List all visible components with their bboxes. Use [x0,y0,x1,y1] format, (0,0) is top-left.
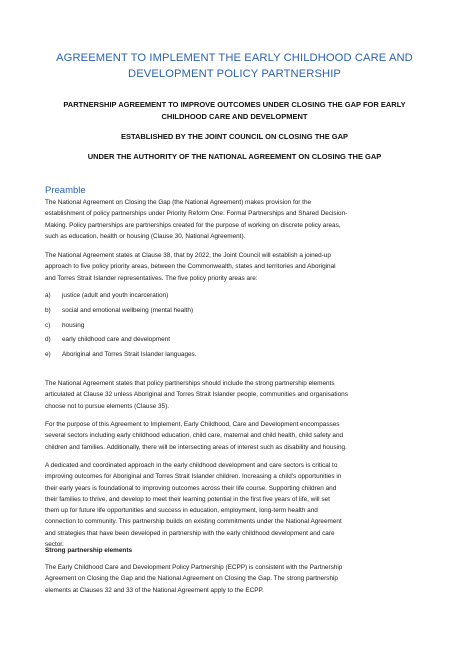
list-marker: c) [45,322,51,329]
list-text: early childhood care and development [62,336,171,343]
list-text: Aboriginal and Torres Strait Islander languages. [62,351,197,358]
text-line: establishment of policy partnerships under Priority Reform One: Formal Partnerships and Shared Decision- [45,210,348,218]
text-line: Making. Policy partnerships are partnerships created for the purpose of working on discrete policy areas, [45,221,341,229]
title-line: DEVELOPMENT POLICY PARTNERSHIP [128,68,341,80]
title-line: AGREEMENT TO IMPLEMENT THE EARLY CHILDHOOD CARE AND [56,52,413,64]
text-line: elements at Clauses 32 and 33 of the National Agreement apply to the ECPP. [45,586,264,594]
paragraph-3 [45,378,430,412]
subtitle-line: CHILDHOOD CARE AND DEVELOPMENT [161,111,308,121]
text-line: their families to thrive, and develop to meet their learning potential in the first five years of life, will set [45,495,330,503]
text-line: children and families. Additionally, there will be intersecting areas of interest such as disability and housing. [45,443,347,451]
text-line: The Early Childhood Care and Development Policy Partnership (ECPP) is consistent with the Partnership [45,564,343,571]
paragraph-4 [45,419,430,453]
text-line: and strategies that have been developed in partnership with the early childhood development and care [45,529,335,537]
text-line: A dedicated and coordinated approach in the early childhood development and care sectors is critical to [45,462,338,469]
paragraph-2 [45,250,430,284]
text-line: improving outcomes for Aboriginal and Torres Strait Islander children. Increasing a child's opportunities in [45,473,342,481]
paragraph-6 [45,562,430,596]
list-marker: e) [45,351,51,358]
list-marker: d) [45,336,51,343]
subtitle-line: UNDER THE AUTHORITY OF THE NATIONAL AGREEMENT ON CLOSING THE GAP [87,152,382,161]
subtitle-established [40,131,429,143]
list-marker: b) [45,307,51,314]
text-line: For the purpose of this Agreement to Implement, Early Childhood, Care and Development encompasses [45,421,340,428]
list-item [45,350,197,360]
list-text: justice (adult and youth incarceration) [62,292,169,299]
list-text: social and emotional wellbeing (mental health) [62,307,194,314]
text-line: Agreement on Closing the Gap and the National Agreement on Closing the Gap. The strong partnership [45,575,338,583]
document-title [40,50,429,82]
text-line: approach to five policy priority areas, between the Commonwealth, states and territories and Aboriginal [45,263,336,271]
list-item [45,291,168,301]
text-line: The National Agreement on Closing the Gap (the National Agreement) makes provision for the [45,199,312,206]
text-line: several sectors including early childhood education, child care, maternal and child health, child safety and [45,432,344,440]
text-line: choose not to pursue elements (Clause 35). [45,402,169,410]
text-line: The National Agreement states that policy partnerships should include the strong partnership elements [45,380,335,387]
text-line: such as education, health or housing (Clause 30, National Agreement). [45,232,246,240]
preamble-heading: Preamble [45,185,86,196]
subtitle-line: PARTNERSHIP AGREEMENT TO IMPROVE OUTCOMES UNDER CLOSING THE GAP FOR EARLY [63,100,406,109]
subtitle-authority [40,151,429,163]
paragraph-5 [45,460,430,550]
list-text: housing [62,322,85,329]
text-line: connection to community. This partnership builds on existing commitments under the National Agreement [45,518,342,526]
list-item [45,335,170,345]
text-line: their early years is foundational to improving outcomes across their life course. Supporting children and [45,484,337,492]
list-item [45,306,193,316]
list-item [45,321,84,331]
text-line: them up for future life opportunities and success in education, employment, long-term health and [45,507,318,515]
strong-partnership-heading: Strong partnership elements [45,547,133,554]
list-marker: a) [45,292,51,299]
text-line: The National Agreement states at Clause 38, that by 2022, the Joint Council will establish a joined-up [45,252,331,259]
paragraph-1 [45,197,430,242]
text-line: and Torres Strait Islander representatives. The five policy priority areas are: [45,274,258,282]
subtitle-partnership [40,99,429,122]
text-line: sector. [45,541,64,549]
subtitle-line: ESTABLISHED BY THE JOINT COUNCIL ON CLOSING THE GAP [120,132,349,141]
text-line: articulated at Clause 32 unless Aboriginal and Torres Strait Islander people, communities and organisations [45,391,348,399]
